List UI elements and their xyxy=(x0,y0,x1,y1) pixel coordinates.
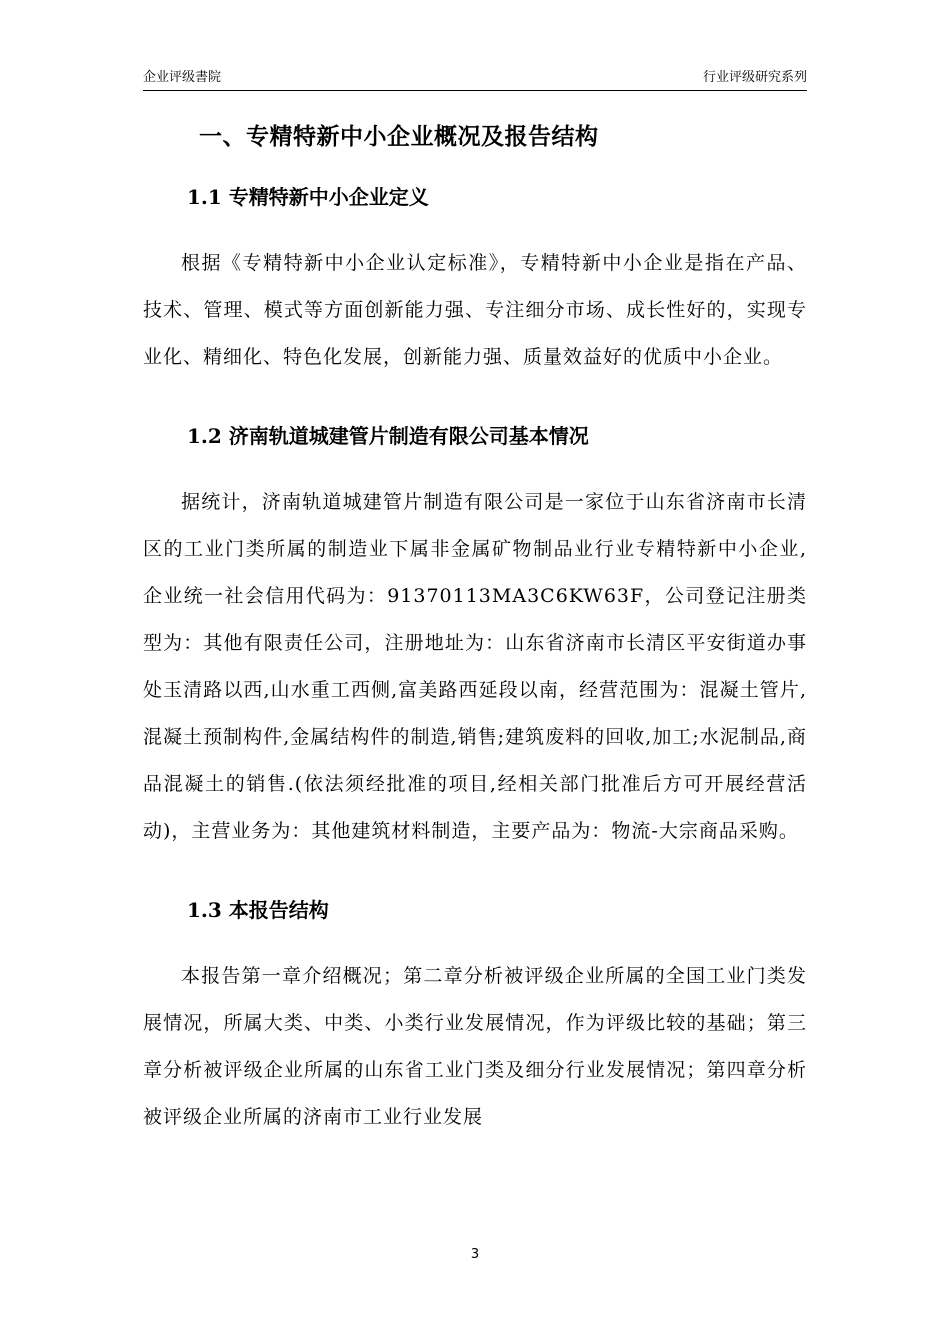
section-paragraph-1-2: 据统计，济南轨道城建管片制造有限公司是一家位于山东省济南市长清区的工业门类所属的制造业下属非金属矿物制品业行业专精特新中小企业,企业统一社会信用代码为：91370113MA3C6KW63F，公司登记注册类型为：其他有限责任公司，注册地址为：山东省济南市长清区平安街道办事处玉清路以西,山水重工西侧,富美路西延段以南，经营范围为：混凝土管片,混凝土预制构件,金属结构件的制造,销售;建筑废料的回收,加工;水泥制品,商品混凝土的销售.(依法须经批准的项目,经相关部门批准后方可开展经营活动)，主营业务为：其他建筑材料制造，主要产品为：物流-大宗商品采购。 xyxy=(143,491,807,842)
section-heading-1-1: 1.1 专精特新中小企业定义 xyxy=(187,185,429,209)
page-header xyxy=(143,68,807,91)
section-paragraph-1-1: 根据《专精特新中小企业认定标准》，专精特新中小企业是指在产品、技术、管理、模式等方面创新能力强、专注细分市场、成长性好的，实现专业化、精细化、特色化发展，创新能力强、质量效益好的优质中小企业。 xyxy=(143,252,807,368)
header-right-text: 行业评级研究系列 xyxy=(702,70,807,85)
page-number: 3 xyxy=(470,1247,480,1262)
section-heading-1-3: 1.3 本报告结构 xyxy=(187,898,329,922)
section-paragraph-1-3: 本报告第一章介绍概况；第二章分析被评级企业所属的全国工业门类发展情况，所属大类、中类、小类行业发展情况，作为评级比较的基础；第三章分析被评级企业所属的山东省工业门类及细分行业发展情况；第四章分析被评级企业所属的济南市工业行业发展 xyxy=(143,965,807,1128)
page-content xyxy=(143,112,807,1141)
section-heading-1-2: 1.2 济南轨道城建管片制造有限公司基本情况 xyxy=(187,424,589,448)
chapter-title: 一、专精特新中小企业概况及报告结构 xyxy=(199,123,599,150)
header-left-text: 企业评级書院 xyxy=(143,70,222,85)
